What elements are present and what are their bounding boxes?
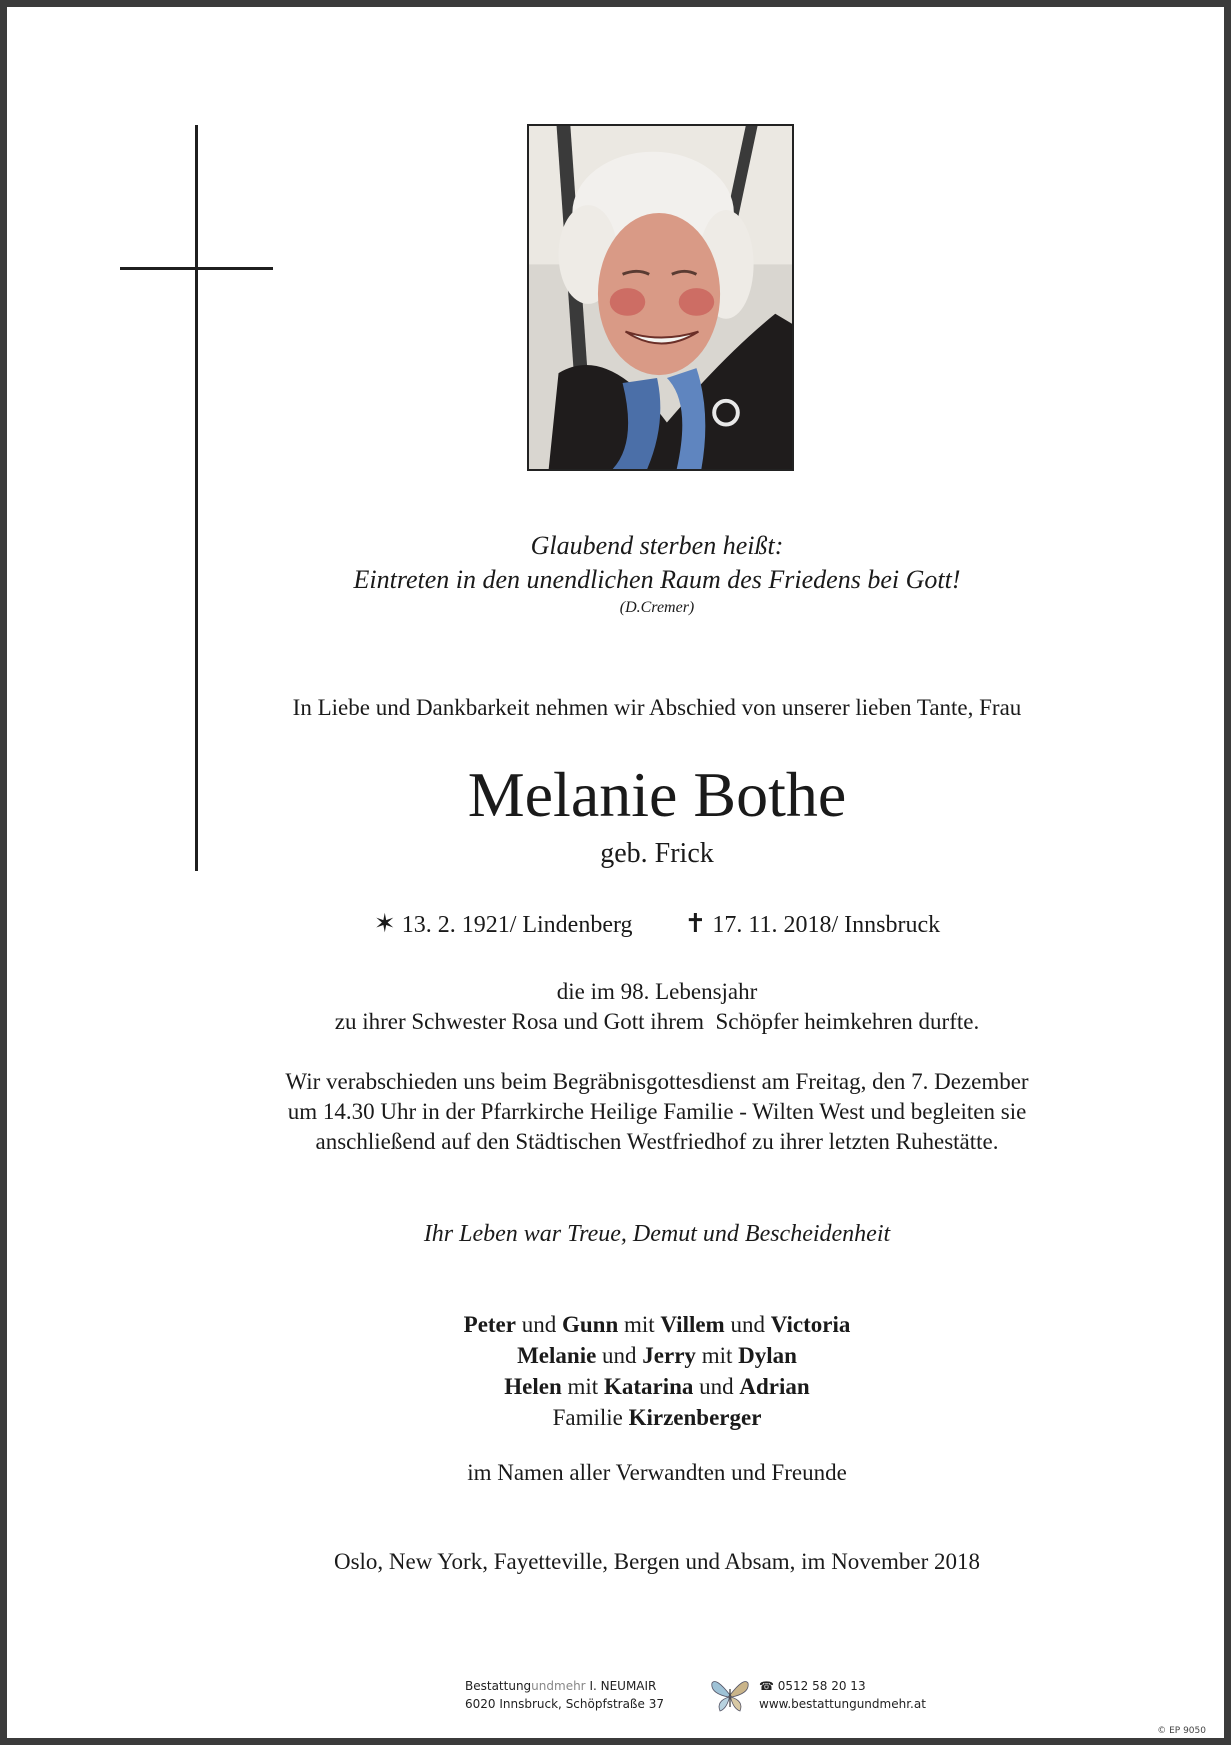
motto: Ihr Leben war Treue, Demut und Bescheidenheit: [423, 1221, 891, 1247]
relatives-line: im Namen aller Verwandten und Freunde: [467, 1460, 847, 1485]
mourners-line-1: Peter und Gunn mit Villem und Victoria: [463, 1312, 851, 1337]
undertaker-contact: [759, 1677, 999, 1713]
life-line-1: die im 98. Lebensjahr: [556, 979, 758, 1004]
funeral-line-3: anschließend auf den Städtischen Westfriedhof zu ihrer letzten Ruhestätte.: [315, 1129, 999, 1154]
undertaker-info: [465, 1677, 705, 1713]
place-and-date: Oslo, New York, Fayetteville, Bergen und Absam, im November 2018: [333, 1549, 981, 1574]
birth-date: 13. 2. 1921/ Lindenberg: [401, 912, 633, 938]
undertaker-brand: Bestattungundmehr I. NEUMAIR: [465, 1679, 657, 1693]
mourners-list: [157, 1309, 1157, 1433]
life-paragraph: [157, 977, 1157, 1037]
portrait-illustration: [529, 126, 792, 469]
undertaker-address: 6020 Innsbruck, Schöpfstraße 37: [465, 1697, 664, 1711]
quote-line-2: Eintreten in den unendlichen Raum des Friedens bei Gott!: [353, 565, 961, 594]
death-date: 17. 11. 2018/ Innsbruck: [712, 912, 941, 938]
funeral-line-2: um 14.30 Uhr in der Pfarrkirche Heilige Familie - Wilten West und begleiten sie: [287, 1099, 1027, 1124]
mourners-line-3: Helen mit Katarina und Adrian: [504, 1374, 810, 1399]
copyright-notice: © EP 9050: [1157, 1726, 1206, 1736]
mourners-line-2: Melanie und Jerry mit Dylan: [517, 1343, 797, 1368]
quote-source: (D.Cremer): [619, 599, 695, 616]
funeral-paragraph: [157, 1067, 1157, 1157]
death-cross-icon: ✝: [684, 909, 707, 939]
quote-line-1: Glaubend sterben heißt:: [530, 531, 784, 560]
deceased-name: Melanie Bothe: [467, 759, 847, 830]
mourners-line-4: Familie Kirzenberger: [552, 1405, 762, 1430]
phone-icon: ☎: [759, 1679, 774, 1693]
intro-text: In Liebe und Dankbarkeit nehmen wir Abschied von unserer lieben Tante, Frau: [292, 695, 1022, 720]
undertaker-website[interactable]: www.bestattungundmehr.at: [759, 1697, 926, 1711]
portrait-photo: [527, 124, 794, 471]
butterfly-logo-icon: [710, 1675, 750, 1713]
funeral-line-1: Wir verabschieden uns beim Begräbnisgottesdienst am Freitag, den 7. Dezember: [285, 1069, 1029, 1094]
undertaker-phone: ☎ 0512 58 20 13: [759, 1679, 866, 1693]
maiden-name: geb. Frick: [600, 838, 714, 869]
cross-horizontal-bar: [120, 267, 273, 270]
life-dates: [157, 909, 1157, 939]
life-line-2: zu ihrer Schwester Rosa und Gott ihrem Schöpfer heimkehren durfte.: [334, 1009, 980, 1034]
birth-star-icon: ✶: [373, 909, 396, 939]
